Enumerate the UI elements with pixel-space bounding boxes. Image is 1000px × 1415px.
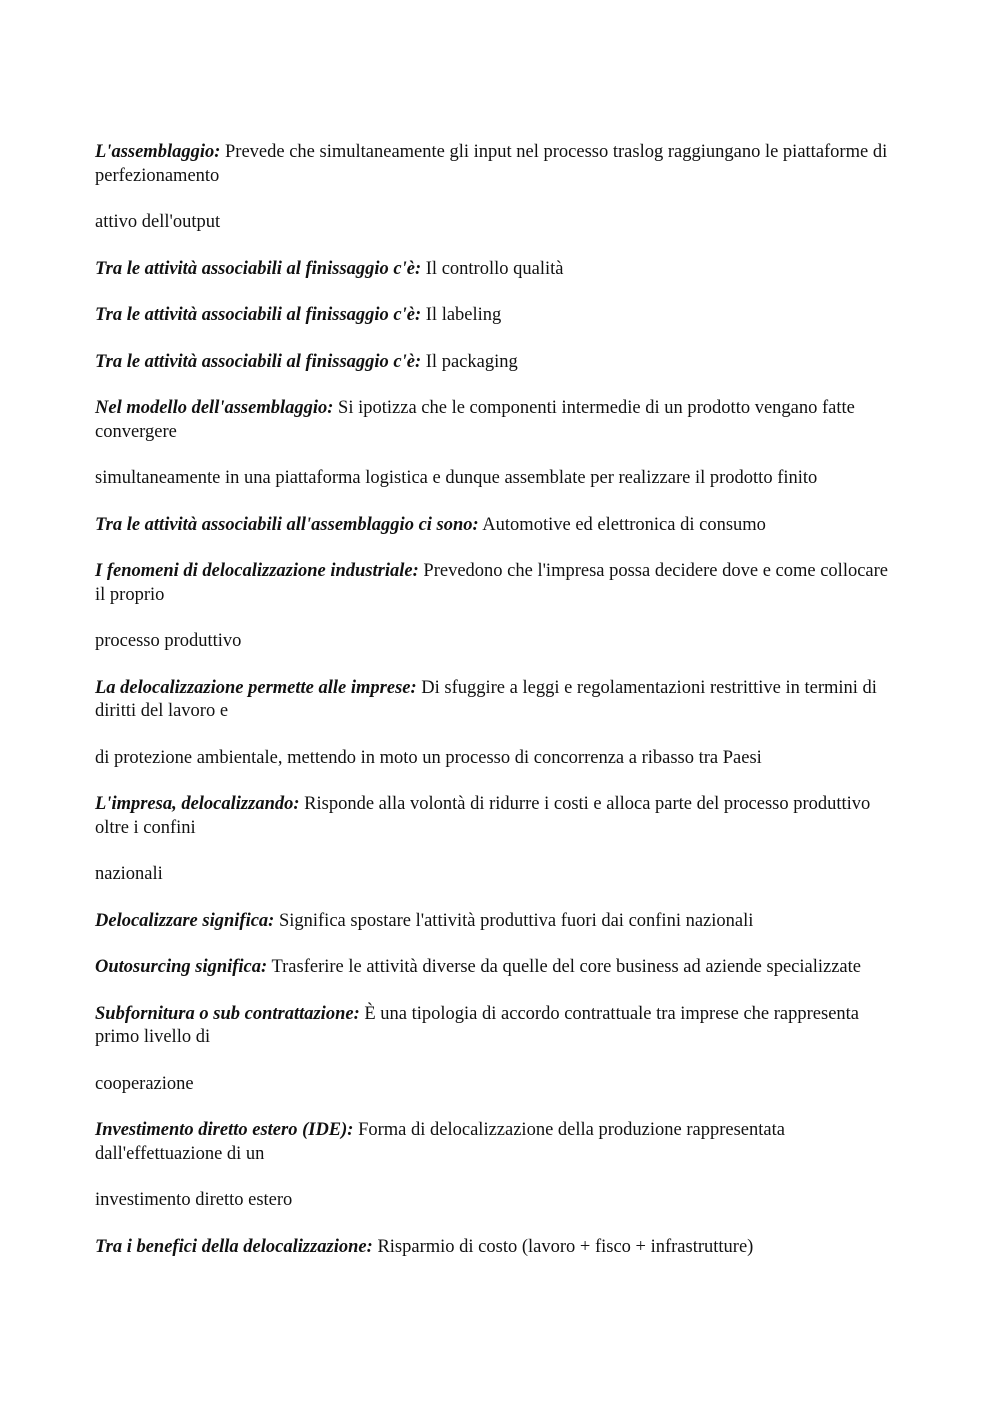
paragraph-term: Tra le attività associabili al finissaggio c'è: [95,258,422,279]
paragraph-text: Forma di delocalizzazione della produzione rappresentata dall'effettuazione di un [95,1120,785,1164]
paragraph [95,1236,895,1260]
paragraph-term: Tra le attività associabili all'assemblaggio ci sono: [95,514,479,535]
paragraph-text: Prevede che simultaneamente gli input nel processo traslog raggiungano le piattaforme di perfezionamento [95,142,888,186]
paragraph-text: simultaneamente in una piattaforma logistica e dunque assemblate per realizzare il prodotto finito [95,468,818,488]
paragraph-term: L'assemblaggio: [95,142,221,162]
paragraph [95,258,895,282]
paragraph [95,141,895,188]
paragraph-term: Nel modello dell'assemblaggio: [95,398,334,418]
paragraph-text: di protezione ambientale, mettendo in moto un processo di concorrenza a ribasso tra Paesi [95,747,762,768]
paragraph-term: Subfornitura o sub contrattazione: [95,1003,360,1024]
paragraph [95,1003,895,1050]
paragraph-text: Il controllo qualità [421,258,564,279]
paragraph [95,677,895,724]
paragraph-text: processo produttivo [95,631,242,651]
paragraph [95,793,895,840]
paragraph-text: Si ipotizza che le componenti intermedie di un prodotto vengano fatte convergere [95,398,855,442]
paragraph-text: Di sfuggire a leggi e regolamentazioni restrittive in termini di diritti del lavoro e [95,677,877,721]
paragraph-text: Prevedono che l'impresa possa decidere dove e come collocare il proprio [95,561,889,605]
paragraph [95,397,895,444]
paragraph-text: Risponde alla volontà di ridurre i costi e alloca parte del processo produttivo oltre i confini [95,794,871,838]
paragraph-text: cooperazione [95,1073,194,1094]
paragraph [95,1073,895,1097]
paragraph [95,351,895,375]
paragraph [95,747,895,771]
paragraph-term: La delocalizzazione permette alle imprese: [95,677,417,698]
paragraph [95,211,895,235]
paragraph-text: Significa spostare l'attività produttiva fuori dai confini nazionali [274,910,754,931]
paragraph [95,863,895,887]
paragraph [95,467,895,491]
paragraph [95,630,895,654]
paragraph-term: L'impresa, delocalizzando: [95,794,300,814]
paragraph [95,1119,895,1166]
paragraph [95,1189,895,1213]
paragraph [95,956,895,980]
paragraph-text: investimento diretto estero [95,1190,293,1210]
paragraph-text: È una tipologia di accordo contrattuale tra imprese che rappresenta primo livello di [95,1003,860,1047]
paragraph-text: Trasferire le attività diverse da quelle del core business ad aziende specializzate [267,957,861,977]
paragraph-text: Risparmio di costo (lavoro + fisco + infrastrutture) [372,1236,754,1257]
document-page [95,141,895,1282]
paragraph-term: Outosurcing significa: [95,957,268,977]
paragraph-text: Automotive ed elettronica di consumo [478,514,766,535]
paragraph-term: Delocalizzare significa: [95,910,275,931]
paragraph [95,910,895,934]
paragraph-term: Investimento diretto estero (IDE): [95,1120,354,1140]
paragraph-term: Tra i benefici della delocalizzazione: [95,1236,373,1257]
paragraph [95,304,895,328]
paragraph-term: I fenomeni di delocalizzazione industriale: [95,561,419,581]
paragraph [95,560,895,607]
paragraph-text: Il labeling [421,305,502,325]
paragraph-term: Tra le attività associabili al finissaggio c'è: [95,305,422,325]
paragraph-text: Il packaging [421,351,518,372]
paragraph-text: attivo dell'output [95,212,221,232]
paragraph-term: Tra le attività associabili al finissaggio c'è: [95,351,422,372]
paragraph-text: nazionali [95,864,163,884]
paragraph [95,514,895,538]
